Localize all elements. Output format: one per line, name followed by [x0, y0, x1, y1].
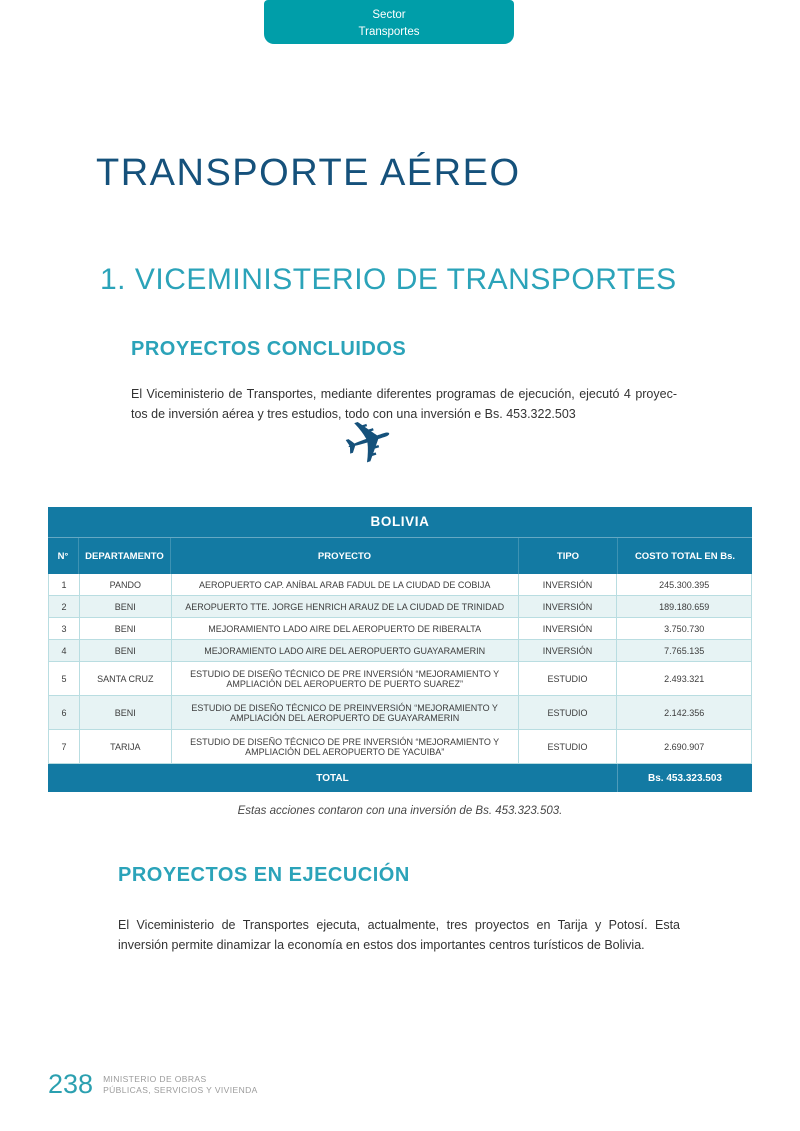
cell-costo: 2.493.321 [616, 662, 751, 695]
cell-numero: 1 [61, 579, 67, 590]
heading-proyectos-en-ejecucion: PROYECTOS EN EJECUCIÓN [118, 864, 410, 886]
paragraph-concluidos-line1: El Viceministerio de Transportes, mediante diferentes programas de ejecución, ejecutó 4 proyec- [131, 386, 677, 401]
cell-departamento: SANTA CRUZ [79, 662, 171, 695]
table-row [49, 618, 751, 640]
paragraph-concluidos-line2: tos de inversión aérea y tres estudios, todo con una inversión e Bs. 453.322.503 [131, 406, 576, 421]
cell-costo: 3.750.730 [616, 618, 751, 639]
cell-proyecto: MEJORAMIENTO LADO AIRE DEL AEROPUERTO DE RIBERALTA [171, 618, 518, 639]
cell-tipo: ESTUDIO [518, 662, 617, 695]
sector-badge-line2: Transportes [358, 26, 420, 39]
paragraph-ejecucion [118, 915, 680, 955]
cell-numero: 2 [61, 601, 67, 612]
page-title: TRANSPORTE AÉREO [96, 152, 521, 194]
sector-badge-line1: Sector [372, 9, 406, 21]
cell-departamento: BENI [79, 618, 171, 639]
cell-tipo: INVERSIÓN [518, 618, 617, 639]
cell-proyecto: AEROPUERTO CAP. ANÍBAL ARAB FADUL DE LA CIUDAD DE COBIJA [171, 574, 518, 595]
column-header-departamento: DEPARTAMENTO [78, 538, 170, 574]
column-header-numero: N° [57, 550, 69, 562]
table-row [49, 696, 751, 730]
cell-tipo: ESTUDIO [518, 696, 617, 729]
cell-proyecto: ESTUDIO DE DISEÑO TÉCNICO DE PRE INVERSIÓN “MEJORAMIENTO Y AMPLIACIÓN DEL AEROPUERTO DE PUERTO SUAREZ” [171, 662, 518, 695]
total-label: TOTAL [316, 772, 349, 784]
column-header-tipo: TIPO [518, 538, 617, 574]
cell-departamento: PANDO [79, 574, 171, 595]
projects-table [48, 507, 752, 792]
section-heading: 1. VICEMINISTERIO DE TRANSPORTES [100, 263, 677, 296]
airplane-icon: ✈ [334, 401, 404, 482]
total-value: Bs. 453.323.503 [617, 764, 752, 792]
cell-departamento: BENI [79, 596, 171, 617]
cell-tipo: INVERSIÓN [518, 596, 617, 617]
cell-proyecto: AEROPUERTO TTE. JORGE HENRICH ARAUZ DE LA CIUDAD DE TRINIDAD [171, 596, 518, 617]
cell-departamento: TARIJA [79, 730, 171, 763]
table-row [49, 730, 751, 764]
cell-tipo: ESTUDIO [518, 730, 617, 763]
ministry-name [103, 1074, 258, 1097]
sector-badge [264, 0, 514, 44]
cell-costo: 189.180.659 [616, 596, 751, 617]
cell-numero: 4 [61, 645, 67, 656]
table-total-row [48, 764, 752, 792]
paragraph-ejecucion-line2: inversión permite dinamizar la economía en estos dos importantes centros turísticos de Bolivia. [118, 937, 645, 952]
cell-numero: 5 [61, 673, 67, 684]
cell-tipo: INVERSIÓN [518, 640, 617, 661]
column-header-proyecto: PROYECTO [170, 538, 518, 574]
cell-numero: 7 [61, 741, 67, 752]
page-footer [48, 1071, 258, 1098]
table-body [48, 574, 752, 764]
cell-proyecto: ESTUDIO DE DISEÑO TÉCNICO DE PRE INVERSIÓN “MEJORAMIENTO Y AMPLIACIÓN DEL AEROPUERTO DE YACUIBA” [171, 730, 518, 763]
paragraph-concluidos [131, 384, 677, 424]
cell-tipo: INVERSIÓN [518, 574, 617, 595]
table-caption: Estas acciones contaron con una inversión de Bs. 453.323.503. [237, 805, 563, 817]
cell-costo: 2.690.907 [616, 730, 751, 763]
cell-costo: 2.142.356 [616, 696, 751, 729]
table-row [49, 640, 751, 662]
table-row [49, 662, 751, 696]
table-row [49, 596, 751, 618]
table-row [49, 574, 751, 596]
ministry-line1: MINISTERIO DE OBRAS [103, 1074, 207, 1084]
table-title: BOLIVIA [48, 507, 752, 537]
cell-proyecto: ESTUDIO DE DISEÑO TÉCNICO DE PREINVERSIÓN “MEJORAMIENTO Y AMPLIACIÓN DEL AEROPUERTO DE GUAYARAMERIN [171, 696, 518, 729]
cell-costo: 7.765.135 [616, 640, 751, 661]
paragraph-ejecucion-line1: El Viceministerio de Transportes ejecuta, actualmente, tres proyectos en Tarija y Potosí. Esta [118, 917, 680, 932]
cell-departamento: BENI [79, 640, 171, 661]
heading-proyectos-concluidos: PROYECTOS CONCLUIDOS [131, 338, 407, 360]
column-header-costo: COSTO TOTAL EN Bs. [617, 538, 752, 574]
cell-costo: 245.300.395 [616, 574, 751, 595]
cell-proyecto: MEJORAMIENTO LADO AIRE DEL AEROPUERTO GUAYARAMERIN [171, 640, 518, 661]
cell-numero: 6 [61, 707, 67, 718]
cell-departamento: BENI [79, 696, 171, 729]
page-number: 238 [48, 1069, 94, 1099]
table-header-row [48, 537, 752, 574]
cell-numero: 3 [61, 623, 67, 634]
ministry-line2: PÚBLICAS, SERVICIOS Y VIVIENDA [103, 1085, 258, 1096]
